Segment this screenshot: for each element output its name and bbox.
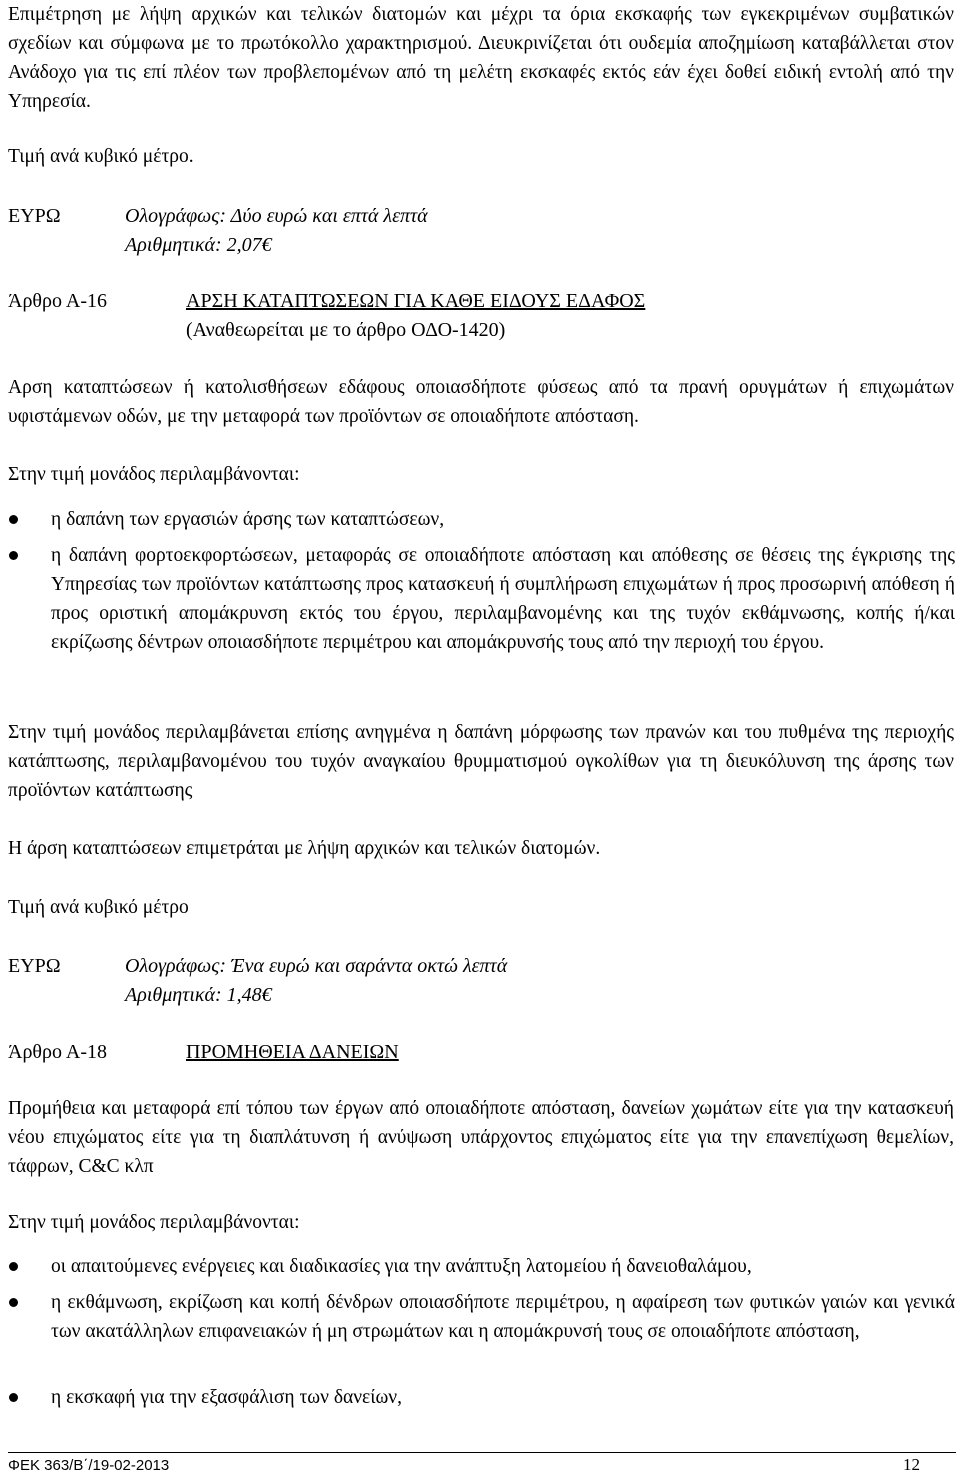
- article-description: Προμήθεια και μεταφορά επί τόπου των έργων από οποιαδήποτε απόσταση, δανείων χωμάτων είτε για την κατασκευή νέου επιχώματος είτε για τη διαπλάτυνση ή ανύψωση υπάρχοντος επιχώματος είτε για την επανεπίχωση θεμελίων, τάφρων, C&C κλπ: [8, 1098, 954, 1177]
- price-unit-label: Τιμή ανά κυβικό μέτρο: [8, 897, 189, 918]
- paragraph-measurement-excavation: Επιμέτρηση με λήψη αρχικών και τελικών διατομών και μέχρι τα όρια εκσκαφής των εγκεκριμένων συμβατικών σχεδίων και σύμφωνα με το πρωτόκολλο χαρακτηρισμού. Διευκρινίζεται ότι ουδεμία αποζημίωση καταβάλλεται στον Ανάδοχο για τις επί πλέον των προβλεπομένων από τη μελέτη εκσκαφές εκτός εάν έχει δοθεί ειδική εντολή από την Υπηρεσία.: [8, 4, 954, 112]
- footer-gazette-reference: ΦΕΚ 363/Β΄/19-02-2013: [8, 1457, 170, 1474]
- bullet-icon: [9, 551, 18, 560]
- article-title: ΠΡΟΜΗΘΕΙΑ ΔΑΝΕΙΩΝ: [186, 1041, 399, 1063]
- article-revision-note: (Αναθεωρείται με το άρθρο ΟΔΟ-1420): [186, 319, 506, 341]
- measurement-paragraph: Η άρση καταπτώσεων επιμετράται με λήψη αρχικών και τελικών διατομών.: [8, 838, 601, 859]
- article-code: Άρθρο Α-18: [8, 1041, 107, 1063]
- page-number: 12: [903, 1455, 920, 1474]
- includes-heading: Στην τιμή μονάδος περιλαμβάνονται:: [8, 1212, 300, 1233]
- price-numeric: Αριθμητικά: 2,07€: [125, 234, 272, 256]
- price-unit-label: Τιμή ανά κυβικό μέτρο.: [8, 146, 194, 167]
- includes-heading: Στην τιμή μονάδος περιλαμβάνονται:: [8, 464, 300, 485]
- list-item-text: οι απαιτούμενες ενέργειες και διαδικασίες για την ανάπτυξη λατομείου ή δανειοθαλάμου,: [51, 1256, 752, 1277]
- price-in-words: Ολογράφως: Δύο ευρώ και επτά λεπτά: [125, 205, 428, 227]
- article-code: Άρθρο Α-16: [8, 290, 107, 312]
- bullet-icon: [9, 1393, 18, 1402]
- list-item-text: η δαπάνη φορτοεκφορτώσεων, μεταφοράς σε οποιαδήποτε απόσταση και απόθεσης σε θέσεις της έγκρισης της Υπηρεσίας των προϊόντων κατάπτωσης προς κατασκευή ή συμπλήρωση επιχωμάτων ή προς προσωρινή απόθεση ή προς οριστική απομάκρυνση εκτός του έργου, περιλαμβανομένης και της τυχόν εκθάμνωσης, κοπής ή/και εκρίζωσης δέντρων οποιασδήποτε περιμέτρου και απομάκρυνσής τους από την περιοχή του έργου.: [51, 545, 955, 653]
- list-item-text: η εκσκαφή για την εξασφάλιση των δανείων,: [51, 1387, 402, 1408]
- currency-label: ΕΥΡΩ: [8, 955, 61, 977]
- bullet-icon: [9, 515, 18, 524]
- also-included-paragraph: Στην τιμή μονάδος περιλαμβάνεται επίσης ανηγμένα η δαπάνη μόρφωσης των πρανών και του πυθμένα της περιοχής κατάπτωσης, περιλαμβανομένου του τυχόν αναγκαίου θρυμματισμού ογκολίθων για τη διευκόλυνση της άρσης των προϊόντων κατάπτωσης: [8, 722, 954, 801]
- article-description: Αρση καταπτώσεων ή κατολισθήσεων εδάφους οποιασδήποτε φύσεως από τα πρανή ορυγμάτων ή επιχωμάτων υφιστάμενων οδών, με την μεταφορά των προϊόντων σε οποιαδήποτε απόσταση.: [8, 377, 954, 427]
- article-title: ΑΡΣΗ ΚΑΤΑΠΤΩΣΕΩΝ ΓΙΑ ΚΑΘΕ ΕΙΔΟΥΣ ΕΔΑΦΟΣ: [186, 290, 646, 312]
- price-numeric: Αριθμητικά: 1,48€: [125, 984, 272, 1006]
- list-item-text: η εκθάμνωση, εκρίζωση και κοπή δένδρων οποιασδήποτε περιμέτρου, η αφαίρεση των φυτικών γαιών και γενικά των ακατάλληλων επιφανειακών ή μη στρωμάτων και η απομάκρυνσή τους σε οποιαδήποτε απόσταση,: [51, 1292, 955, 1342]
- bullet-icon: [9, 1262, 18, 1271]
- footer-divider: [8, 1452, 956, 1453]
- price-in-words: Ολογράφως: Ένα ευρώ και σαράντα οκτώ λεπτά: [125, 955, 508, 977]
- currency-label: ΕΥΡΩ: [8, 205, 61, 227]
- bullet-icon: [9, 1298, 18, 1307]
- list-item-text: η δαπάνη των εργασιών άρσης των καταπτώσεων,: [51, 509, 445, 530]
